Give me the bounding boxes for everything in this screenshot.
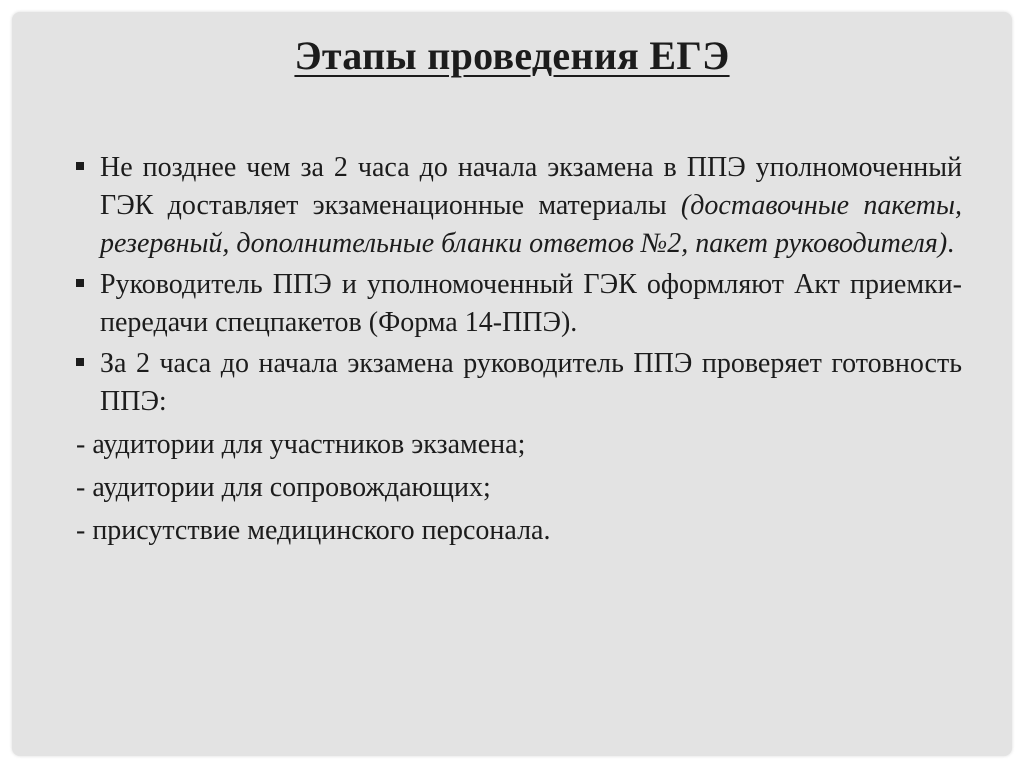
- dash-list-item: - присутствие медицинского персонала.: [76, 515, 551, 546]
- bullet-text-italic: (доставочные пакеты, резервный, дополнительные бланки ответов №2, пакет руководителя): [100, 190, 962, 259]
- square-bullet-icon: [76, 162, 84, 170]
- bullet-item: [76, 266, 962, 342]
- bullet-text-end: .: [947, 228, 955, 259]
- square-bullet-icon: [76, 279, 84, 287]
- bullet-text: За 2 часа до начала экзамена руководитель ППЭ проверяет готовность ППЭ:: [100, 348, 962, 417]
- bullet-item: [76, 345, 962, 421]
- slide-content: [76, 149, 962, 550]
- slide-title: Этапы проведения ЕГЭ: [294, 33, 730, 78]
- dash-list-item: - аудитории для сопровождающих;: [76, 472, 491, 503]
- bullet-text: Не позднее чем за 2 часа до начала экзамена в ППЭ уполномоченный ГЭК доставляет экзаменационные материалы: [100, 152, 962, 221]
- bullet-item: [76, 149, 962, 263]
- square-bullet-icon: [76, 358, 84, 366]
- bullet-text: Руководитель ППЭ и уполномоченный ГЭК оформляют Акт приемки-передачи спецпакетов (Форма 14-ППЭ).: [100, 269, 962, 338]
- slide: [12, 12, 1012, 756]
- dash-list-item: - аудитории для участников экзамена;: [76, 429, 526, 460]
